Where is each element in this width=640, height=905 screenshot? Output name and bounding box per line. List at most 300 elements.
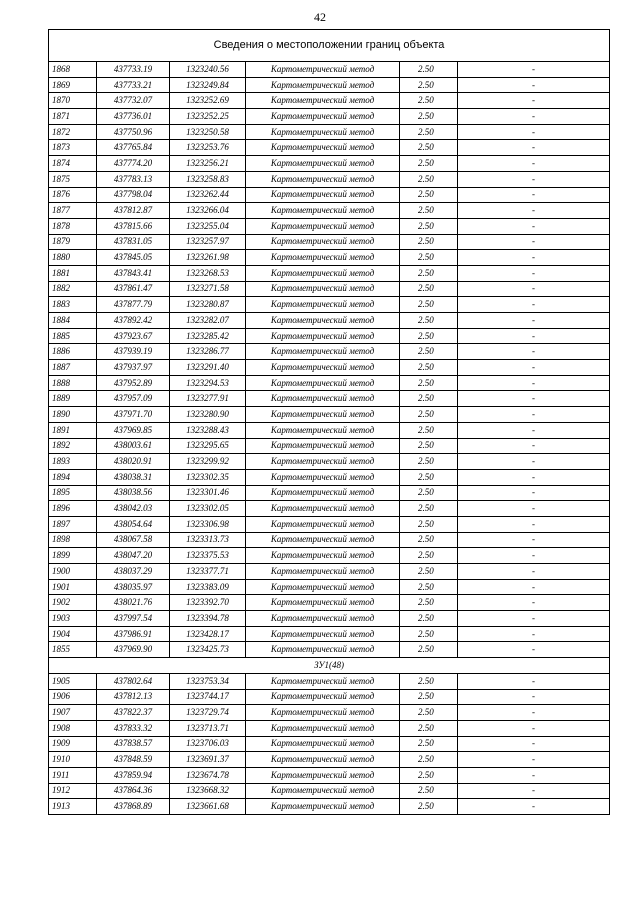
y-coordinate-cell: 1323302.35 [170, 469, 246, 485]
method-cell: Картометрический метод [246, 689, 400, 705]
table-row [49, 218, 610, 234]
y-coordinate-cell: 1323255.04 [170, 218, 246, 234]
y-coordinate-cell: 1323706.03 [170, 736, 246, 752]
method-cell: Картометрический метод [246, 454, 400, 470]
accuracy-cell: 2.50 [400, 595, 458, 611]
y-coordinate-cell: 1323713.71 [170, 720, 246, 736]
y-coordinate-cell: 1323252.69 [170, 93, 246, 109]
x-coordinate-cell: 437971.70 [97, 407, 170, 423]
point-number-cell: 1912 [49, 783, 97, 799]
method-cell: Картометрический метод [246, 564, 400, 580]
y-coordinate-cell: 1323257.97 [170, 234, 246, 250]
method-cell: Картометрический метод [246, 516, 400, 532]
x-coordinate-cell: 437822.37 [97, 705, 170, 721]
accuracy-cell: 2.50 [400, 203, 458, 219]
method-cell: Картометрический метод [246, 265, 400, 281]
accuracy-cell: 2.50 [400, 218, 458, 234]
x-coordinate-cell: 438038.31 [97, 469, 170, 485]
note-cell: - [458, 501, 610, 517]
point-number-cell: 1882 [49, 281, 97, 297]
table-row [49, 736, 610, 752]
method-cell: Картометрический метод [246, 579, 400, 595]
accuracy-cell: 2.50 [400, 642, 458, 658]
note-cell: - [458, 375, 610, 391]
table-row [49, 642, 610, 658]
accuracy-cell: 2.50 [400, 579, 458, 595]
point-number-cell: 1905 [49, 673, 97, 689]
y-coordinate-cell: 1323661.68 [170, 799, 246, 815]
method-cell: Картометрический метод [246, 250, 400, 266]
note-cell: - [458, 234, 610, 250]
method-cell: Картометрический метод [246, 360, 400, 376]
note-cell: - [458, 752, 610, 768]
table-row [49, 281, 610, 297]
method-cell: Картометрический метод [246, 548, 400, 564]
y-coordinate-cell: 1323280.87 [170, 297, 246, 313]
point-number-cell: 1892 [49, 438, 97, 454]
note-cell: - [458, 171, 610, 187]
x-coordinate-cell: 438021.76 [97, 595, 170, 611]
y-coordinate-cell: 1323295.65 [170, 438, 246, 454]
note-cell: - [458, 218, 610, 234]
method-cell: Картометрический метод [246, 752, 400, 768]
y-coordinate-cell: 1323392.70 [170, 595, 246, 611]
x-coordinate-cell: 437845.05 [97, 250, 170, 266]
note-cell: - [458, 250, 610, 266]
x-coordinate-cell: 437783.13 [97, 171, 170, 187]
accuracy-cell: 2.50 [400, 485, 458, 501]
accuracy-cell: 2.50 [400, 752, 458, 768]
point-number-cell: 1881 [49, 265, 97, 281]
x-coordinate-cell: 437969.85 [97, 422, 170, 438]
accuracy-cell: 2.50 [400, 516, 458, 532]
note-cell: - [458, 579, 610, 595]
method-cell: Картометрический метод [246, 156, 400, 172]
accuracy-cell: 2.50 [400, 187, 458, 203]
point-number-cell: 1896 [49, 501, 97, 517]
accuracy-cell: 2.50 [400, 422, 458, 438]
point-number-cell: 1875 [49, 171, 97, 187]
note-cell: - [458, 799, 610, 815]
y-coordinate-cell: 1323691.37 [170, 752, 246, 768]
point-number-cell: 1880 [49, 250, 97, 266]
accuracy-cell: 2.50 [400, 532, 458, 548]
table-row [49, 469, 610, 485]
accuracy-cell: 2.50 [400, 705, 458, 721]
accuracy-cell: 2.50 [400, 469, 458, 485]
y-coordinate-cell: 1323306.98 [170, 516, 246, 532]
x-coordinate-cell: 437997.54 [97, 611, 170, 627]
y-coordinate-cell: 1323383.09 [170, 579, 246, 595]
accuracy-cell: 2.50 [400, 250, 458, 266]
x-coordinate-cell: 438038.56 [97, 485, 170, 501]
method-cell: Картометрический метод [246, 124, 400, 140]
point-number-cell: 1903 [49, 611, 97, 627]
accuracy-cell: 2.50 [400, 360, 458, 376]
accuracy-cell: 2.50 [400, 297, 458, 313]
method-cell: Картометрический метод [246, 705, 400, 721]
note-cell: - [458, 297, 610, 313]
method-cell: Картометрический метод [246, 203, 400, 219]
accuracy-cell: 2.50 [400, 391, 458, 407]
y-coordinate-cell: 1323249.84 [170, 77, 246, 93]
x-coordinate-cell: 437802.64 [97, 673, 170, 689]
x-coordinate-cell: 437750.96 [97, 124, 170, 140]
point-number-cell: 1891 [49, 422, 97, 438]
x-coordinate-cell: 437765.84 [97, 140, 170, 156]
point-number-cell: 1879 [49, 234, 97, 250]
y-coordinate-cell: 1323266.04 [170, 203, 246, 219]
method-cell: Картометрический метод [246, 62, 400, 78]
method-cell: Картометрический метод [246, 109, 400, 125]
note-cell: - [458, 469, 610, 485]
table-row [49, 579, 610, 595]
table-row [49, 689, 610, 705]
note-cell: - [458, 265, 610, 281]
accuracy-cell: 2.50 [400, 140, 458, 156]
table-row [49, 313, 610, 329]
accuracy-cell: 2.50 [400, 501, 458, 517]
y-coordinate-cell: 1323240.56 [170, 62, 246, 78]
note-cell: - [458, 328, 610, 344]
accuracy-cell: 2.50 [400, 611, 458, 627]
point-number-cell: 1898 [49, 532, 97, 548]
y-coordinate-cell: 1323313.73 [170, 532, 246, 548]
table-row [49, 391, 610, 407]
section-label: ЗУ1(48) [49, 658, 610, 674]
point-number-cell: 1888 [49, 375, 97, 391]
method-cell: Картометрический метод [246, 77, 400, 93]
method-cell: Картометрический метод [246, 93, 400, 109]
x-coordinate-cell: 437939.19 [97, 344, 170, 360]
point-number-cell: 1889 [49, 391, 97, 407]
y-coordinate-cell: 1323277.91 [170, 391, 246, 407]
note-cell: - [458, 187, 610, 203]
table-title: Сведения о местоположении границ объекта [49, 30, 610, 62]
x-coordinate-cell: 437848.59 [97, 752, 170, 768]
point-number-cell: 1890 [49, 407, 97, 423]
method-cell: Картометрический метод [246, 391, 400, 407]
x-coordinate-cell: 437892.42 [97, 313, 170, 329]
table-row [49, 501, 610, 517]
method-cell: Картометрический метод [246, 783, 400, 799]
method-cell: Картометрический метод [246, 297, 400, 313]
point-number-cell: 1886 [49, 344, 97, 360]
note-cell: - [458, 595, 610, 611]
x-coordinate-cell: 438003.61 [97, 438, 170, 454]
y-coordinate-cell: 1323262.44 [170, 187, 246, 203]
method-cell: Картометрический метод [246, 799, 400, 815]
y-coordinate-cell: 1323301.46 [170, 485, 246, 501]
note-cell: - [458, 736, 610, 752]
table-row [49, 595, 610, 611]
accuracy-cell: 2.50 [400, 171, 458, 187]
method-cell: Картометрический метод [246, 611, 400, 627]
accuracy-cell: 2.50 [400, 375, 458, 391]
note-cell: - [458, 642, 610, 658]
x-coordinate-cell: 437733.21 [97, 77, 170, 93]
y-coordinate-cell: 1323302.05 [170, 501, 246, 517]
note-cell: - [458, 203, 610, 219]
note-cell: - [458, 767, 610, 783]
table-row [49, 140, 610, 156]
y-coordinate-cell: 1323280.90 [170, 407, 246, 423]
accuracy-cell: 2.50 [400, 265, 458, 281]
table-row [49, 77, 610, 93]
y-coordinate-cell: 1323744.17 [170, 689, 246, 705]
y-coordinate-cell: 1323377.71 [170, 564, 246, 580]
point-number-cell: 1908 [49, 720, 97, 736]
table-row [49, 454, 610, 470]
note-cell: - [458, 705, 610, 721]
point-number-cell: 1900 [49, 564, 97, 580]
accuracy-cell: 2.50 [400, 799, 458, 815]
x-coordinate-cell: 437864.36 [97, 783, 170, 799]
note-cell: - [458, 140, 610, 156]
note-cell: - [458, 626, 610, 642]
point-number-cell: 1884 [49, 313, 97, 329]
x-coordinate-cell: 437736.01 [97, 109, 170, 125]
y-coordinate-cell: 1323252.25 [170, 109, 246, 125]
table-row [49, 673, 610, 689]
method-cell: Картометрический метод [246, 642, 400, 658]
x-coordinate-cell: 437831.05 [97, 234, 170, 250]
accuracy-cell: 2.50 [400, 93, 458, 109]
note-cell: - [458, 548, 610, 564]
table-row [49, 705, 610, 721]
method-cell: Картометрический метод [246, 767, 400, 783]
method-cell: Картометрический метод [246, 171, 400, 187]
method-cell: Картометрический метод [246, 626, 400, 642]
note-cell: - [458, 93, 610, 109]
x-coordinate-cell: 437868.89 [97, 799, 170, 815]
point-number-cell: 1885 [49, 328, 97, 344]
x-coordinate-cell: 437861.47 [97, 281, 170, 297]
method-cell: Картометрический метод [246, 375, 400, 391]
table-row [49, 799, 610, 815]
point-number-cell: 1872 [49, 124, 97, 140]
note-cell: - [458, 313, 610, 329]
x-coordinate-cell: 437812.13 [97, 689, 170, 705]
point-number-cell: 1897 [49, 516, 97, 532]
table-row [49, 752, 610, 768]
method-cell: Картометрический метод [246, 469, 400, 485]
table-row [49, 344, 610, 360]
note-cell: - [458, 783, 610, 799]
x-coordinate-cell: 437838.57 [97, 736, 170, 752]
point-number-cell: 1910 [49, 752, 97, 768]
y-coordinate-cell: 1323375.53 [170, 548, 246, 564]
x-coordinate-cell: 437815.66 [97, 218, 170, 234]
point-number-cell: 1911 [49, 767, 97, 783]
note-cell: - [458, 77, 610, 93]
point-number-cell: 1855 [49, 642, 97, 658]
table-row [49, 626, 610, 642]
accuracy-cell: 2.50 [400, 673, 458, 689]
x-coordinate-cell: 437969.90 [97, 642, 170, 658]
table-row [49, 516, 610, 532]
y-coordinate-cell: 1323291.40 [170, 360, 246, 376]
accuracy-cell: 2.50 [400, 124, 458, 140]
table-row [49, 422, 610, 438]
point-number-cell: 1871 [49, 109, 97, 125]
table-title-row [49, 30, 610, 62]
point-number-cell: 1869 [49, 77, 97, 93]
point-number-cell: 1913 [49, 799, 97, 815]
table-row [49, 485, 610, 501]
method-cell: Картометрический метод [246, 328, 400, 344]
method-cell: Картометрический метод [246, 344, 400, 360]
y-coordinate-cell: 1323299.92 [170, 454, 246, 470]
x-coordinate-cell: 437812.87 [97, 203, 170, 219]
accuracy-cell: 2.50 [400, 77, 458, 93]
page-number: 42 [314, 10, 326, 24]
note-cell: - [458, 438, 610, 454]
note-cell: - [458, 109, 610, 125]
point-number-cell: 1901 [49, 579, 97, 595]
method-cell: Картометрический метод [246, 140, 400, 156]
x-coordinate-cell: 437952.89 [97, 375, 170, 391]
point-number-cell: 1887 [49, 360, 97, 376]
accuracy-cell: 2.50 [400, 407, 458, 423]
note-cell: - [458, 532, 610, 548]
accuracy-cell: 2.50 [400, 313, 458, 329]
x-coordinate-cell: 438067.58 [97, 532, 170, 548]
x-coordinate-cell: 438020.91 [97, 454, 170, 470]
table-row [49, 532, 610, 548]
y-coordinate-cell: 1323753.34 [170, 673, 246, 689]
x-coordinate-cell: 437733.19 [97, 62, 170, 78]
point-number-cell: 1870 [49, 93, 97, 109]
accuracy-cell: 2.50 [400, 62, 458, 78]
method-cell: Картометрический метод [246, 422, 400, 438]
table-row [49, 171, 610, 187]
y-coordinate-cell: 1323271.58 [170, 281, 246, 297]
table-row [49, 62, 610, 78]
y-coordinate-cell: 1323428.17 [170, 626, 246, 642]
point-number-cell: 1895 [49, 485, 97, 501]
table-row [49, 783, 610, 799]
note-cell: - [458, 344, 610, 360]
x-coordinate-cell: 437877.79 [97, 297, 170, 313]
method-cell: Картометрический метод [246, 736, 400, 752]
table-row [49, 203, 610, 219]
point-number-cell: 1909 [49, 736, 97, 752]
point-number-cell: 1876 [49, 187, 97, 203]
note-cell: - [458, 485, 610, 501]
x-coordinate-cell: 437732.07 [97, 93, 170, 109]
note-cell: - [458, 391, 610, 407]
point-number-cell: 1904 [49, 626, 97, 642]
y-coordinate-cell: 1323253.76 [170, 140, 246, 156]
method-cell: Картометрический метод [246, 281, 400, 297]
accuracy-cell: 2.50 [400, 281, 458, 297]
method-cell: Картометрический метод [246, 407, 400, 423]
table-row [49, 234, 610, 250]
x-coordinate-cell: 437986.91 [97, 626, 170, 642]
table-row [49, 548, 610, 564]
point-number-cell: 1873 [49, 140, 97, 156]
table-row [49, 265, 610, 281]
table-row [49, 156, 610, 172]
note-cell: - [458, 564, 610, 580]
table-row [49, 564, 610, 580]
accuracy-cell: 2.50 [400, 328, 458, 344]
note-cell: - [458, 611, 610, 627]
point-number-cell: 1894 [49, 469, 97, 485]
accuracy-cell: 2.50 [400, 548, 458, 564]
x-coordinate-cell: 437798.04 [97, 187, 170, 203]
note-cell: - [458, 62, 610, 78]
method-cell: Картометрический метод [246, 234, 400, 250]
table-row [49, 109, 610, 125]
accuracy-cell: 2.50 [400, 344, 458, 360]
x-coordinate-cell: 437833.32 [97, 720, 170, 736]
accuracy-cell: 2.50 [400, 564, 458, 580]
table-row [49, 360, 610, 376]
note-cell: - [458, 720, 610, 736]
note-cell: - [458, 422, 610, 438]
note-cell: - [458, 689, 610, 705]
x-coordinate-cell: 437923.67 [97, 328, 170, 344]
table-row [49, 328, 610, 344]
point-number-cell: 1899 [49, 548, 97, 564]
point-number-cell: 1907 [49, 705, 97, 721]
y-coordinate-cell: 1323282.07 [170, 313, 246, 329]
y-coordinate-cell: 1323288.43 [170, 422, 246, 438]
y-coordinate-cell: 1323294.53 [170, 375, 246, 391]
note-cell: - [458, 516, 610, 532]
y-coordinate-cell: 1323286.77 [170, 344, 246, 360]
accuracy-cell: 2.50 [400, 783, 458, 799]
y-coordinate-cell: 1323268.53 [170, 265, 246, 281]
x-coordinate-cell: 438035.97 [97, 579, 170, 595]
table-row [49, 250, 610, 266]
y-coordinate-cell: 1323256.21 [170, 156, 246, 172]
accuracy-cell: 2.50 [400, 689, 458, 705]
method-cell: Картометрический метод [246, 532, 400, 548]
point-number-cell: 1883 [49, 297, 97, 313]
x-coordinate-cell: 438042.03 [97, 501, 170, 517]
accuracy-cell: 2.50 [400, 454, 458, 470]
x-coordinate-cell: 437859.94 [97, 767, 170, 783]
point-number-cell: 1868 [49, 62, 97, 78]
table-row [49, 124, 610, 140]
method-cell: Картометрический метод [246, 485, 400, 501]
method-cell: Картометрический метод [246, 720, 400, 736]
method-cell: Картометрический метод [246, 187, 400, 203]
note-cell: - [458, 407, 610, 423]
x-coordinate-cell: 438047.20 [97, 548, 170, 564]
point-number-cell: 1877 [49, 203, 97, 219]
table-row [49, 611, 610, 627]
table-row [49, 375, 610, 391]
section-row [49, 658, 610, 674]
y-coordinate-cell: 1323674.78 [170, 767, 246, 783]
table-row [49, 407, 610, 423]
y-coordinate-cell: 1323425.73 [170, 642, 246, 658]
x-coordinate-cell: 437937.97 [97, 360, 170, 376]
method-cell: Картометрический метод [246, 313, 400, 329]
method-cell: Картометрический метод [246, 218, 400, 234]
point-number-cell: 1906 [49, 689, 97, 705]
y-coordinate-cell: 1323285.42 [170, 328, 246, 344]
table-row [49, 767, 610, 783]
point-number-cell: 1893 [49, 454, 97, 470]
y-coordinate-cell: 1323258.83 [170, 171, 246, 187]
note-cell: - [458, 454, 610, 470]
method-cell: Картометрический метод [246, 438, 400, 454]
